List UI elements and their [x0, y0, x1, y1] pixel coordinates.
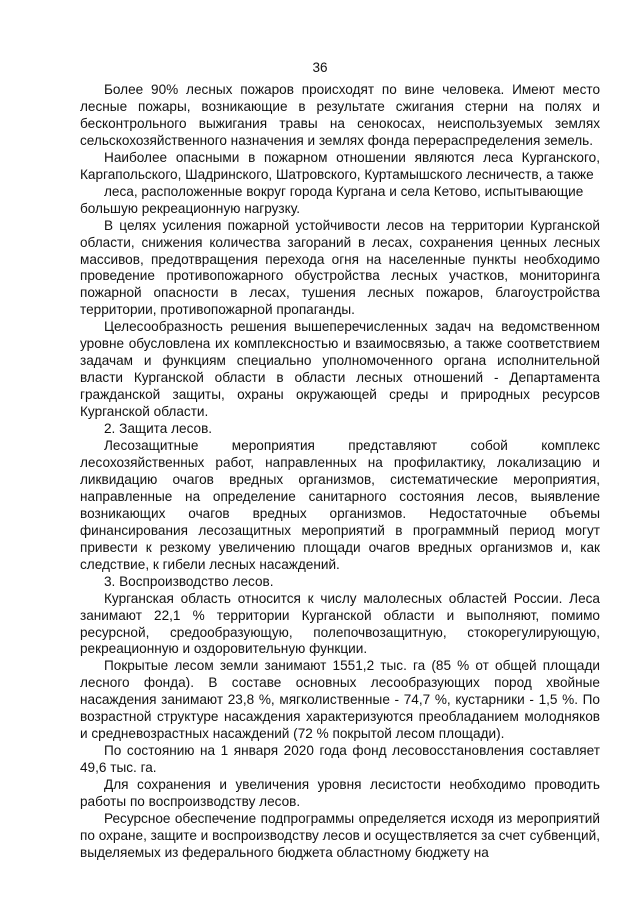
paragraph-recreational-load: большую рекреационную нагрузку. — [80, 200, 300, 216]
paragraph-fire-causes: Более 90% лесных пожаров происходят по вине человека. Имеют место лесные пожары, возникающие в результате сжигания стерни на полях и бесконтрольного выжигания травы на сенокосах, неиспользуемых землях сельскохозяйственного назначения и землях фонда перераспределения земель. — [80, 82, 600, 148]
paragraph-resource-provision: Ресурсное обеспечение подпрограммы определяется исходя из мероприятий по охране, защите и воспроизводству лесов и осуществляется за счет субвенций, выделяемых из федерального бюджета областному бюджету на — [80, 810, 600, 860]
paragraph-reforestation-fund: По состоянию на 1 января 2020 года фонд лесовосстановления составляет 49,6 тыс. га. — [80, 743, 600, 776]
paragraph-fire-resistance: В целях усиления пожарной устойчивости лесов на территории Курганской области, снижения количества загораний в лесах, сохранения ценных лесных массивов, предотвращения перехода огня на населенные пункты необходимо проведение противопожарного обустройства лесных участков, мониторинга пожарной опасности в лесах, тушения лесных пожаров, благоустройства территории, противопожарной пропаганды. — [80, 217, 600, 318]
document-body — [80, 82, 600, 862]
paragraph-dangerous-forests: Наиболее опасными в пожарном отношении являются леса Курганского, Каргапольского, Шадринского, Шатровского, Куртамышского лесничеств, а также — [80, 149, 600, 182]
paragraph-low-forest-region: Курганская область относится к числу малолесных областей России. Леса занимают 22,1 % территории Курганской области и выполняют, помимо ресурсной, средообразующую, полепочвозащитную, стокорегулирующую, рекреационную и оздоровительную функции. — [80, 590, 600, 657]
paragraph-forests-around-kurgan: леса, расположенные вокруг города Кургана и села Кетово, испытывающие — [104, 183, 584, 199]
section-heading-forest-reproduction: 3. Воспроизводство лесов. — [104, 573, 274, 589]
section-heading-forest-protection: 2. Защита лесов. — [104, 421, 213, 437]
paragraph-protection-measures: Лесозащитные мероприятия представляют собой комплекс лесохозяйственных работ, направленных на профилактику, локализацию и ликвидацию очагов вредных организмов, систематические мероприятия, направленные на определение санитарного состояния лесов, выявление возникающих очагов вредных организмов. Недостаточные объемы финансирования лесозащитных мероприятий в программный период могут привести к резкому увеличению площади очагов вредных организмов и, как следствие, к гибели лесных насаждений. — [80, 438, 600, 572]
paragraph-forest-cover-works: Для сохранения и увеличения уровня лесистости необходимо проводить работы по воспроизводству лесов. — [80, 777, 600, 810]
page-number: 36 — [312, 60, 328, 75]
paragraph-departmental-level: Целесообразность решения вышеперечисленных задач на ведомственном уровне обусловлена их комплексностью и взаимосвязью, а также соответствием задачам и функциям специально уполномоченного органа исполнительной власти Курганской области в области лесных отношений - Департамента гражданской защиты, охраны окружающей среды и природных ресурсов Курганской области. — [80, 319, 600, 420]
paragraph-forest-covered-land: Покрытые лесом земли занимают 1551,2 тыс. га (85 % от общей площади лесного фонда). В составе основных лесообразующих пород хвойные насаждения занимают 23,8 %, мягколиственные - 74,7 %, кустарники - 1,5 %. По возрастной структуре насаждения характеризуются преобладанием молодняков и средневозрастных насаждений (72 % покрытой лесом площади). — [80, 658, 600, 742]
